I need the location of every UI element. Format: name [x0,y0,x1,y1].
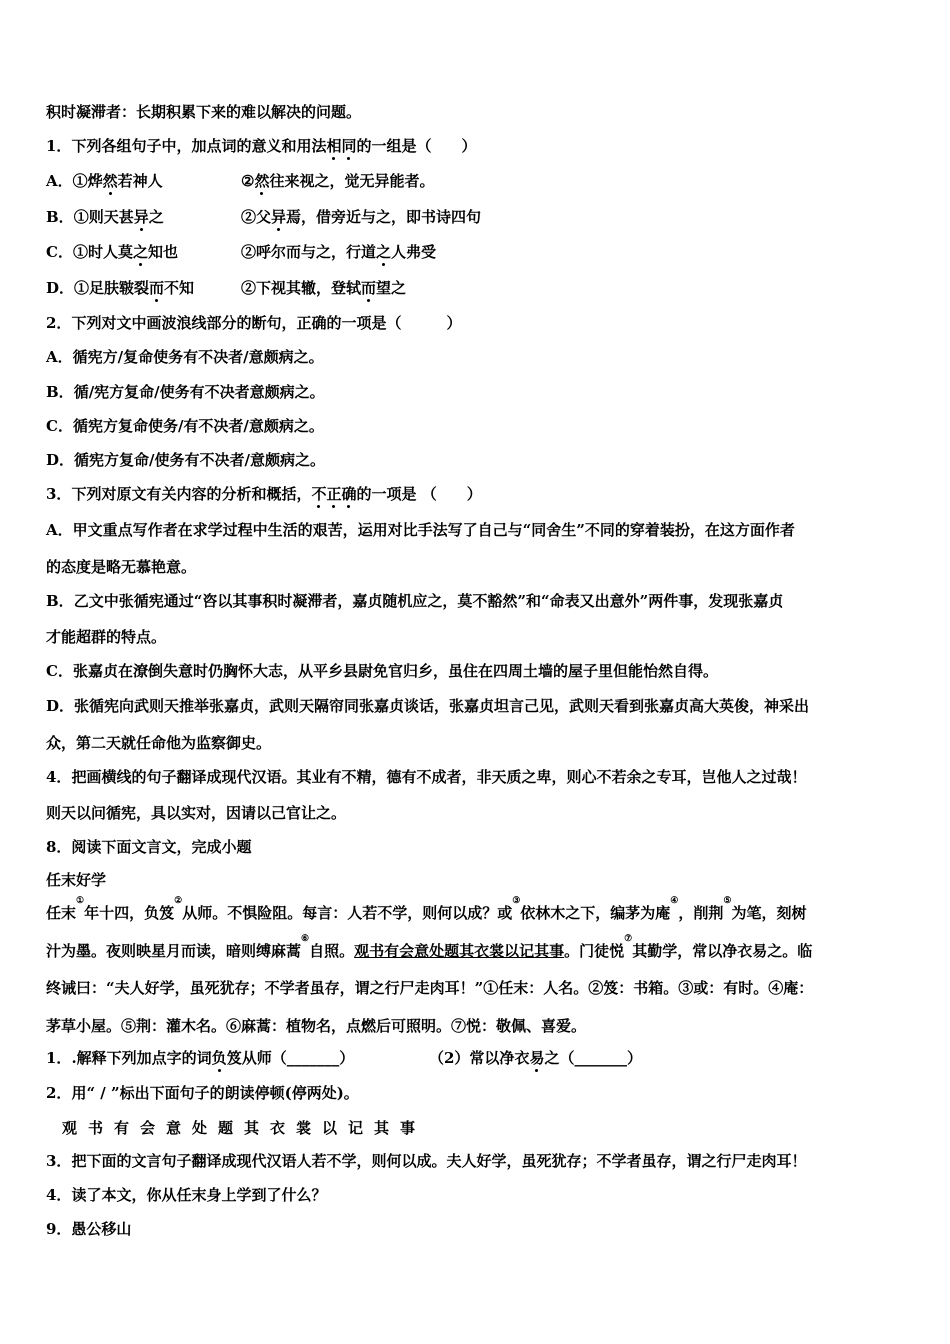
option-2c: C．循宪方复命使务/有不决者/意颇病之。 [46,417,324,435]
question-4: 4．把画横线的句子翻译成现代汉语。其业有不精，德有不成者，非天质之卑，则心不若余之专耳，岂他人之过哉！ [46,768,807,786]
passage-notes: 茅草小屋。⑤荆：灌木名。⑥麻蒿：植物名，点燃后可照明。⑦悦：敬佩、喜爱。 [46,1017,587,1035]
passage-title: 任末好学 [46,871,107,889]
dotted-char: 同 [341,137,357,155]
option-2b: B．循/宪方复命/使务有不决者意颇病之。 [46,383,325,401]
question-4-cont: 则天以问循宪，具以实对，因请以己官让之。 [46,804,347,822]
option-3d: D．张循宪向武则天推举张嘉贞，武则天隔帘同张嘉贞谈话，张嘉贞坦言己见，武则天看到张嘉贞高大英俊，神采出 [46,697,810,715]
option-2d: D．循宪方复命/使务有不决者/意颇病之。 [46,451,325,469]
option-3c: C．张嘉贞在潦倒失意时仍胸怀大志，从平乡县尉免官归乡，虽住在四周土墙的屋子里但能怡然自得。 [46,662,718,680]
subquestion-2: 2．用“ / ”标出下面句子的朗读停顿(停两处)。 [46,1084,359,1102]
text-line: 积时凝滞者：长期积累下来的难以解决的问题。 [46,103,362,121]
pause-sentence: 观书有会意处题其衣裳以记其事 [62,1119,427,1137]
option-1a: A．①烨然若神人 ②然往来视之，觉无异能者。 [46,172,435,190]
passage-line: 终诫曰：“夫人好学，虽死犹存；不学者虽存，谓之行尸走肉耳！”①任末：人名。②笈：书箱。③或：有时。④庵： [46,979,814,997]
subquestion-1: 1．.解释下列加点字的词负笈从师（_______） （2）常以净衣易之（_______） [46,1049,642,1067]
question-2: 2．下列对文中画波浪线部分的断句，正确的一项是（ ） [46,314,462,332]
section-8-heading: 8．阅读下面文言文，完成小题 [46,838,252,856]
question-3: 3．下列对原文有关内容的分析和概括，不正确的一项是 （ ） [46,485,482,503]
subquestion-3: 3．把下面的文言句子翻译成现代汉语人若不学，则何以成。夫人好学，虽死犹存；不学者虽存，谓之行尸走肉耳！ [46,1152,807,1170]
option-2a: A．循宪方/复命使务有不决者/意颇病之。 [46,348,324,366]
section-9-heading: 9．愚公移山 [46,1220,132,1238]
passage-line: 汁为墨。夜则映星月而读，暗则缚麻蒿⑥自照。观书有会意处题其衣裳以记其事。门徒悦⑦其勤学，常以净衣易之。临 [46,934,813,960]
underlined-sentence: 观书有会意处题其衣裳以记其事 [354,942,565,960]
option-1b: B．①则天甚异之 ②父异焉，借旁近与之，即书诗四句 [46,208,482,226]
subquestion-4: 4．读了本文，你从任末身上学到了什么？ [46,1186,327,1204]
option-3b-cont: 才能超群的特点。 [46,628,167,646]
question-1: 1．下列各组句子中，加点词的意义和用法相同的一组是（ ） [46,137,477,155]
option-3b: B．乙文中张循宪通过“咨以其事积时凝滞者，嘉贞随机应之，莫不豁然”和“命表又出意外”两件事，发现张嘉贞 [46,592,784,610]
dotted-char: 相 [326,137,342,155]
option-1c: C．①时人莫之知也 ②呼尔而与之，行道之人弗受 [46,243,437,261]
option-1d: D．①足肤皲裂而不知 ②下视其辙，登轼而望之 [46,279,407,297]
passage-line: 任末①年十四，负笈②从师。不惧险阻。每言：人若不学，则何以成？或③依林木之下，编茅为庵④，削荆⑤为笔，刻树 [46,896,807,922]
option-3d-cont: 众，第二天就任命他为监察御史。 [46,734,272,752]
option-3a-cont: 的态度是略无慕艳意。 [46,558,197,576]
option-3a: A．甲文重点写作者在求学过程中生活的艰苦，运用对比手法写了自己与“同舍生”不同的穿着装扮，在这方面作者 [46,521,795,539]
